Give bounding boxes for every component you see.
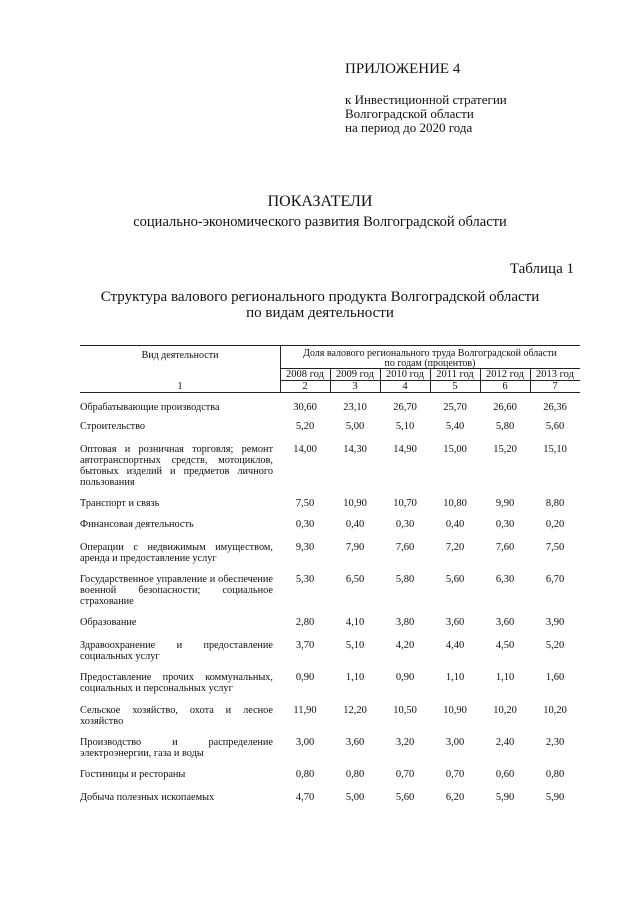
value-cell: 11,90	[293, 705, 317, 716]
value-cell: 0,40	[345, 519, 365, 530]
value-cell: 5,80	[495, 421, 515, 432]
row-label: Добыча полезных ископаемых	[80, 792, 215, 803]
value-cell: 0,20	[545, 519, 565, 530]
row-label: Производство и распределение электроэнергии, газа и воды	[80, 737, 273, 759]
value-cell: 0,40	[445, 519, 465, 530]
row-label: Здравоохранение и предоставление социальных услуг	[80, 640, 273, 662]
value-cell: 10,90	[343, 498, 367, 509]
value-cell: 7,90	[345, 542, 365, 553]
value-cell: 10,90	[443, 705, 467, 716]
value-cell: 0,70	[445, 769, 465, 780]
value-cell: 4,10	[345, 617, 365, 628]
value-cell: 8,80	[545, 498, 565, 509]
value-cell: 6,20	[445, 792, 465, 803]
column-number: 6	[502, 381, 508, 392]
value-cell: 5,90	[545, 792, 565, 803]
value-cell: 0,30	[295, 519, 315, 530]
value-cell: 3,00	[295, 737, 315, 748]
value-cell: 3,00	[445, 737, 465, 748]
value-cell: 5,60	[395, 792, 415, 803]
appendix-reference	[345, 93, 507, 135]
row-label: Государственное управление и обеспечение военной безопасности; социальное страхование	[80, 574, 273, 607]
value-cell: 7,20	[445, 542, 465, 553]
table-title	[0, 289, 640, 321]
appendix-line: к Инвестиционной стратегии	[345, 92, 507, 107]
value-cell: 3,20	[395, 737, 415, 748]
value-cell: 15,00	[443, 444, 467, 455]
value-cell: 2,40	[495, 737, 515, 748]
document-heading: ПОКАЗАТЕЛИ	[267, 193, 373, 210]
row-label: Строительство	[80, 421, 146, 432]
group-header-line: по годам (процентов)	[384, 358, 476, 369]
table-title-line: Структура валового регионального продукта Волгоградской области	[100, 289, 540, 305]
value-cell: 0,30	[395, 519, 415, 530]
value-cell: 6,30	[495, 574, 515, 585]
value-cell: 10,50	[393, 705, 417, 716]
value-cell: 5,60	[445, 574, 465, 585]
col1-header: Вид деятельности	[141, 350, 219, 361]
value-cell: 1,10	[345, 672, 365, 683]
value-cell: 0,80	[345, 769, 365, 780]
value-cell: 23,10	[343, 402, 367, 413]
value-cell: 6,50	[345, 574, 365, 585]
value-cell: 14,00	[293, 444, 317, 455]
value-cell: 7,60	[395, 542, 415, 553]
value-cell: 2,80	[295, 617, 315, 628]
value-cell: 15,20	[493, 444, 517, 455]
value-cell: 14,90	[393, 444, 417, 455]
value-cell: 5,20	[545, 640, 565, 651]
column-number: 2	[302, 381, 308, 392]
value-cell: 5,60	[545, 421, 565, 432]
value-cell: 6,70	[545, 574, 565, 585]
value-cell: 7,50	[545, 542, 565, 553]
value-cell: 3,60	[345, 737, 365, 748]
row-label: Транспорт и связь	[80, 498, 160, 509]
column-number: 3	[352, 381, 358, 392]
value-cell: 5,80	[395, 574, 415, 585]
value-cell: 15,10	[543, 444, 567, 455]
value-cell: 10,70	[393, 498, 417, 509]
column-number: 7	[552, 381, 558, 392]
value-cell: 7,50	[295, 498, 315, 509]
value-cell: 0,60	[495, 769, 515, 780]
value-cell: 26,36	[543, 402, 567, 413]
value-cell: 25,70	[443, 402, 467, 413]
value-cell: 10,80	[443, 498, 467, 509]
value-cell: 26,60	[493, 402, 517, 413]
column-number: 5	[452, 381, 458, 392]
value-cell: 10,20	[493, 705, 517, 716]
value-cell: 5,40	[445, 421, 465, 432]
year-header: 2013 год	[536, 369, 574, 380]
value-cell: 26,70	[393, 402, 417, 413]
value-cell: 3,70	[295, 640, 315, 651]
table-label: Таблица 1	[509, 261, 574, 277]
row-label: Финансовая деятельность	[80, 519, 194, 530]
appendix-line: Волгоградской области	[345, 106, 474, 121]
appendix-line: на период до 2020 года	[345, 120, 473, 135]
row-label: Образование	[80, 617, 137, 628]
year-header: 2011 год	[436, 369, 474, 380]
value-cell: 1,60	[545, 672, 565, 683]
value-cell: 4,20	[395, 640, 415, 651]
value-cell: 3,60	[445, 617, 465, 628]
column-number: 1	[177, 381, 183, 392]
value-cell: 9,30	[295, 542, 315, 553]
value-cell: 12,20	[343, 705, 367, 716]
value-cell: 14,30	[343, 444, 367, 455]
row-label: Гостиницы и рестораны	[80, 769, 186, 780]
table-title-line: по видам деятельности	[246, 305, 394, 321]
value-cell: 7,60	[495, 542, 515, 553]
value-cell: 0,90	[395, 672, 415, 683]
value-cell: 5,30	[295, 574, 315, 585]
value-cell: 0,80	[295, 769, 315, 780]
value-cell: 4,70	[295, 792, 315, 803]
value-cell: 10,20	[543, 705, 567, 716]
value-cell: 5,20	[295, 421, 315, 432]
year-header: 2012 год	[486, 369, 524, 380]
table-top-rule	[80, 345, 580, 346]
value-cell: 1,10	[495, 672, 515, 683]
value-cell: 5,90	[495, 792, 515, 803]
appendix-title: ПРИЛОЖЕНИЕ 4	[345, 61, 461, 77]
row-label: Обрабатывающие производства	[80, 402, 220, 413]
value-cell: 3,60	[495, 617, 515, 628]
value-cell: 0,90	[295, 672, 315, 683]
document-subheading: социально-экономического развития Волгоградской области	[133, 214, 507, 230]
value-cell: 1,10	[445, 672, 465, 683]
row-label: Оптовая и розничная торговля; ремонт автотранспортных средств, мотоциклов, бытовых изделий и предметов личного пользования	[80, 444, 273, 488]
row-label: Предоставление прочих коммунальных, социальных и персональных услуг	[80, 672, 273, 694]
value-cell: 5,00	[345, 792, 365, 803]
value-cell: 3,80	[395, 617, 415, 628]
value-cell: 0,70	[395, 769, 415, 780]
value-cell: 2,30	[545, 737, 565, 748]
value-cell: 4,40	[445, 640, 465, 651]
value-cell: 5,10	[345, 640, 365, 651]
year-header: 2009 год	[336, 369, 374, 380]
value-cell: 0,80	[545, 769, 565, 780]
row-label: Сельское хозяйство, охота и лесное хозяйство	[80, 705, 273, 727]
value-cell: 3,90	[545, 617, 565, 628]
value-cell: 30,60	[293, 402, 317, 413]
value-cell: 4,50	[495, 640, 515, 651]
value-cell: 5,10	[395, 421, 415, 432]
column-number: 4	[402, 381, 408, 392]
year-header: 2008 год	[286, 369, 324, 380]
group-header-line: Доля валового регионального труда Волгоградской области	[303, 348, 557, 359]
year-header: 2010 год	[386, 369, 424, 380]
value-cell: 0,30	[495, 519, 515, 530]
value-cell: 9,90	[495, 498, 515, 509]
value-cell: 5,00	[345, 421, 365, 432]
row-label: Операции с недвижимым имуществом, аренда и предоставление услуг	[80, 542, 273, 564]
